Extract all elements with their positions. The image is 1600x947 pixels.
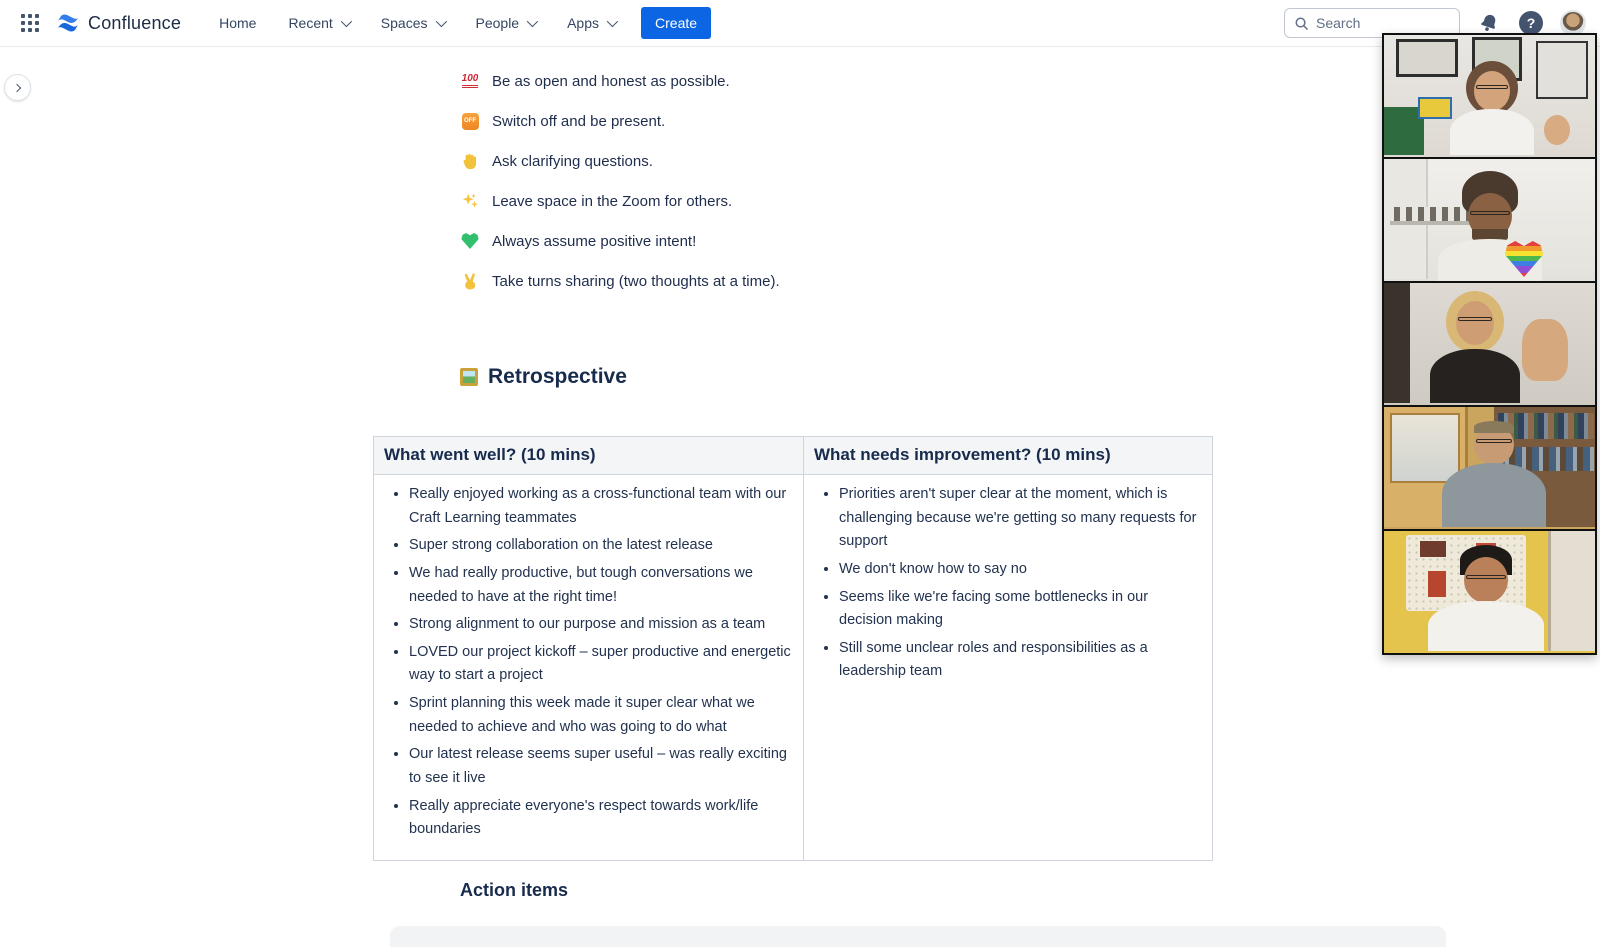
white-shirt xyxy=(1428,601,1544,651)
expand-sidebar-button[interactable] xyxy=(4,74,31,101)
table-header-needs-improvement: What needs improvement? (10 mins) xyxy=(804,437,1213,475)
list-item: • We don't know how to say no xyxy=(839,558,1204,582)
list-item: • We had really productive, but tough conversations we needed to have at the right time! xyxy=(409,562,795,609)
app-switcher-button[interactable] xyxy=(14,7,46,39)
norm-text: Leave space in the Zoom for others. xyxy=(492,192,733,210)
short-hair xyxy=(1474,421,1514,433)
participant-glasses xyxy=(1470,211,1510,215)
shelf-unit xyxy=(1536,41,1588,99)
raised-hand-emoji xyxy=(460,151,480,171)
nav-item-people[interactable]: People xyxy=(464,7,548,39)
app-grid-icon xyxy=(21,14,39,32)
chevron-down-icon xyxy=(435,16,446,27)
hundred-points-emoji: 100 xyxy=(460,71,480,91)
retrospective-heading: Retrospective xyxy=(460,365,627,389)
framed-picture-emoji xyxy=(460,368,478,386)
top-navigation xyxy=(0,0,1600,47)
list-item: • Priorities aren't super clear at the moment, which is challenging because we're getting so many requests for support xyxy=(839,483,1204,554)
participant-torso xyxy=(1450,109,1534,155)
nav-item-apps[interactable]: Apps xyxy=(555,7,627,39)
shelf-objects xyxy=(1394,207,1474,221)
participant-head xyxy=(1464,557,1508,603)
participant-glasses xyxy=(1476,439,1512,443)
chevron-down-icon xyxy=(341,16,352,27)
retrospective-table xyxy=(373,436,1213,861)
meeting-norms-list xyxy=(460,61,780,301)
video-tile-participant-4[interactable] xyxy=(1384,407,1595,529)
mobile-phone-off-emoji: OFF xyxy=(460,111,480,131)
list-item: • Still some unclear roles and responsibilities as a leadership team xyxy=(839,637,1204,684)
went-well-list xyxy=(380,483,795,842)
video-tile-participant-3[interactable] xyxy=(1384,283,1595,405)
confluence-logo[interactable] xyxy=(56,11,181,35)
norm-item xyxy=(460,141,780,181)
brand-name: Confluence xyxy=(88,12,182,33)
norm-item xyxy=(460,181,780,221)
participant-glasses xyxy=(1476,85,1508,89)
norm-text: Always assume positive intent! xyxy=(492,232,697,250)
norm-item xyxy=(460,101,780,141)
primary-nav xyxy=(207,7,627,39)
norm-text: Ask clarifying questions. xyxy=(492,152,653,170)
norm-item xyxy=(460,261,780,301)
door xyxy=(1548,531,1595,651)
list-item: • Seems like we're facing some bottlenecks in our decision making xyxy=(839,586,1204,633)
participant-head xyxy=(1456,301,1494,345)
needs-improvement-cell xyxy=(804,475,1213,861)
framed-art xyxy=(1396,39,1458,77)
search-icon xyxy=(1294,16,1309,31)
chevron-down-icon xyxy=(527,16,538,27)
search-input[interactable] xyxy=(1316,15,1436,31)
video-tile-participant-5[interactable] xyxy=(1384,531,1595,653)
dark-door-edge xyxy=(1384,283,1410,403)
participant-head xyxy=(1474,71,1510,111)
sparkles-emoji xyxy=(460,191,480,211)
chevron-down-icon xyxy=(607,16,618,27)
list-item: • Super strong collaboration on the latest release xyxy=(409,534,795,558)
norm-text: Take turns sharing (two thoughts at a time). xyxy=(492,272,780,290)
nav-item-recent[interactable]: Recent xyxy=(276,7,360,39)
video-tile-participant-2[interactable] xyxy=(1384,159,1595,281)
next-section-panel-edge xyxy=(390,926,1446,947)
list-item: • Really appreciate everyone's respect towards work/life boundaries xyxy=(409,795,795,842)
nav-item-spaces[interactable]: Spaces xyxy=(369,7,456,39)
cabinet-glass xyxy=(1390,413,1460,483)
norm-text: Switch off and be present. xyxy=(492,112,666,130)
victory-hand-emoji xyxy=(460,271,480,291)
norm-item xyxy=(460,221,780,261)
pegboard-item xyxy=(1428,571,1446,597)
page-content xyxy=(0,47,1355,900)
video-call-strip xyxy=(1382,33,1597,655)
chevron-right-icon xyxy=(12,83,20,91)
participant-glasses xyxy=(1466,575,1506,579)
pegboard-item xyxy=(1420,541,1446,557)
waving-hand xyxy=(1544,115,1570,145)
list-item: • Sprint planning this week made it super clear what we needed to achieve and who was going to do what xyxy=(409,692,795,739)
list-item: • Really enjoyed working as a cross-functional team with our Craft Learning teammates xyxy=(409,483,795,530)
went-well-cell xyxy=(374,475,804,861)
needs-improvement-list xyxy=(810,483,1204,684)
leather-jacket xyxy=(1430,349,1520,403)
video-tile-participant-1[interactable] xyxy=(1384,35,1595,157)
action-items-heading: Action items xyxy=(460,880,569,900)
participant-glasses xyxy=(1458,317,1492,321)
yellow-sign xyxy=(1418,97,1452,119)
confluence-mark-icon xyxy=(56,11,80,35)
list-item: • LOVED our project kickoff – super productive and energetic way to start a project xyxy=(409,641,795,688)
list-item: • Strong alignment to our purpose and mission as a team xyxy=(409,613,795,637)
nav-item-home[interactable]: Home xyxy=(219,15,257,31)
question-mark-icon: ? xyxy=(1519,11,1543,35)
table-header-went-well: What went well? (10 mins) xyxy=(374,437,804,475)
create-button[interactable]: Create xyxy=(641,7,711,39)
list-item: • Our latest release seems super useful – was really exciting to see it live xyxy=(409,743,795,790)
green-heart-emoji xyxy=(460,231,480,251)
waving-palm xyxy=(1522,319,1568,381)
gray-shirt xyxy=(1442,463,1546,527)
norm-text: Be as open and honest as possible. xyxy=(492,72,730,90)
norm-item xyxy=(460,61,780,101)
